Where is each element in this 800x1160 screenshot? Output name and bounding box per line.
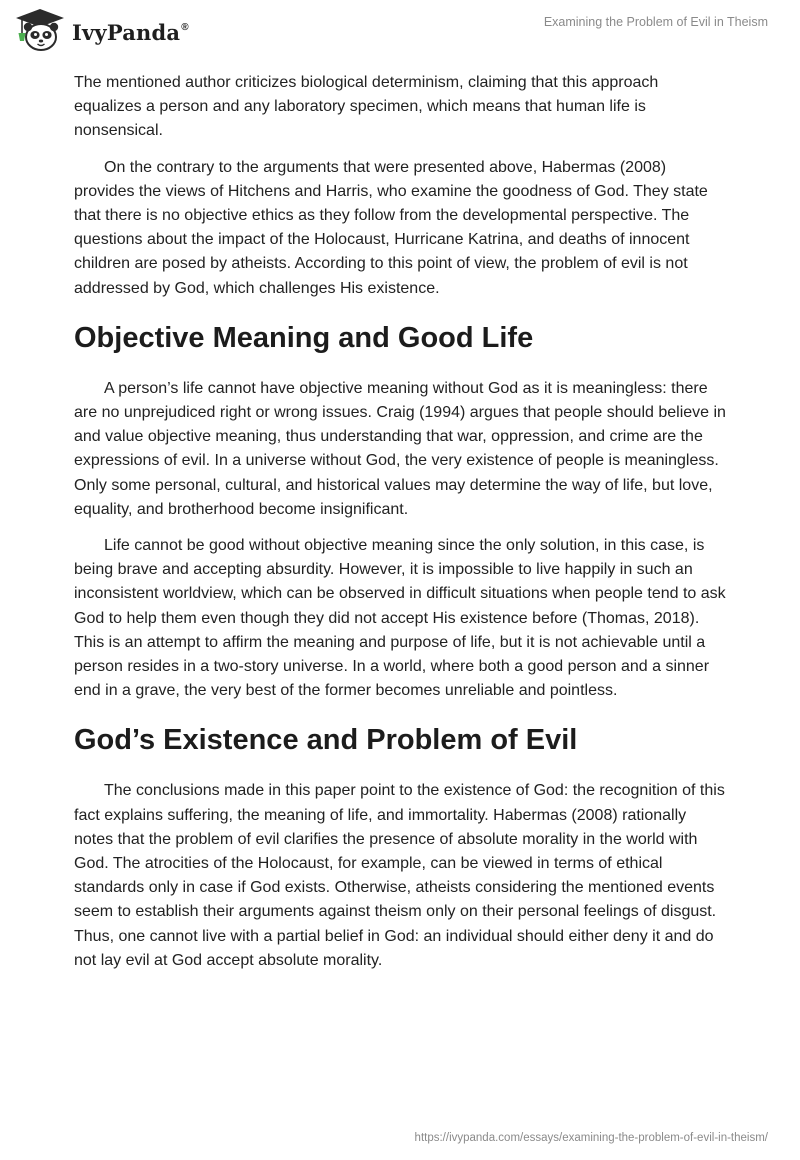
source-url[interactable]: https://ivypanda.com/essays/examining-the-problem-of-evil-in-theism/ [414, 1132, 768, 1144]
brand-name-text: IvyPanda [72, 19, 181, 45]
page-header [0, 0, 800, 60]
paragraph: A person’s life cannot have objective meaning without God as it is meaningless: there are no unprejudiced right or wrong issues. Craig (1994) argues that people should believe in and value objective meaning, thus understanding that war, oppression, and crime are the expressions of evil. In a universe without God, the very existence of people is meaningless. Only some personal, cultural, and historical values may determine the way of life, but love, equality, and brotherhood become insignificant. [74, 379, 726, 518]
panda-logo-icon [14, 6, 66, 56]
essay-body [74, 71, 726, 985]
paragraph: Life cannot be good without objective meaning since the only solution, in this case, is being brave and accepting absurdity. However, it is impossible to live happily in such an inconsistent worldview, which can be observed in difficult situations when people tend to ask God to help them even though they did not accept His existence before (Thomas, 2018). This is an attempt to affirm the meaning and purpose of life, but it is not achievable until a person resides in a two-story universe. In a world, where both a good person and a sinner end in a grave, the very best of the former becomes unreliable and pointless. [74, 537, 726, 700]
document-title: Examining the Problem of Evil in Theism [543, 15, 768, 29]
registered-mark: ® [181, 21, 189, 33]
section-heading: God’s Existence and Problem of Evil [74, 724, 578, 757]
section-heading: Objective Meaning and Good Life [74, 321, 534, 354]
brand-name [72, 20, 189, 45]
paragraph: The mentioned author criticizes biological determinism, claiming that this approach equalizes a person and any laboratory specimen, which means that human life is nonsensical. [74, 74, 659, 140]
ivypanda-logo[interactable] [14, 6, 189, 56]
paragraph: On the contrary to the arguments that were presented above, Habermas (2008) provides the views of Hitchens and Harris, who examine the goodness of God. They state that there is no objective ethics as they follow from the developmental perspective. The questions about the impact of the Holocaust, Hurricane Katrina, and deaths of innocent children are posed by atheists. According to this point of view, the problem of evil is not addressed by God, which challenges His existence. [74, 158, 708, 297]
paragraph: The conclusions made in this paper point to the existence of God: the recognition of this fact explains suffering, the meaning of life, and immortality. Habermas (2008) rationally notes that the problem of evil clarifies the presence of absolute morality in the world with God. The atrocities of the Holocaust, for example, can be viewed in terms of ethical standards only in case if God exists. Otherwise, atheists considering the mentioned events seem to establish their arguments against theism only on their personal feelings of disgust. Thus, one cannot live with a partial belief in God: an individual should either deny it and do not lay evil at God accept absolute morality. [74, 782, 725, 969]
